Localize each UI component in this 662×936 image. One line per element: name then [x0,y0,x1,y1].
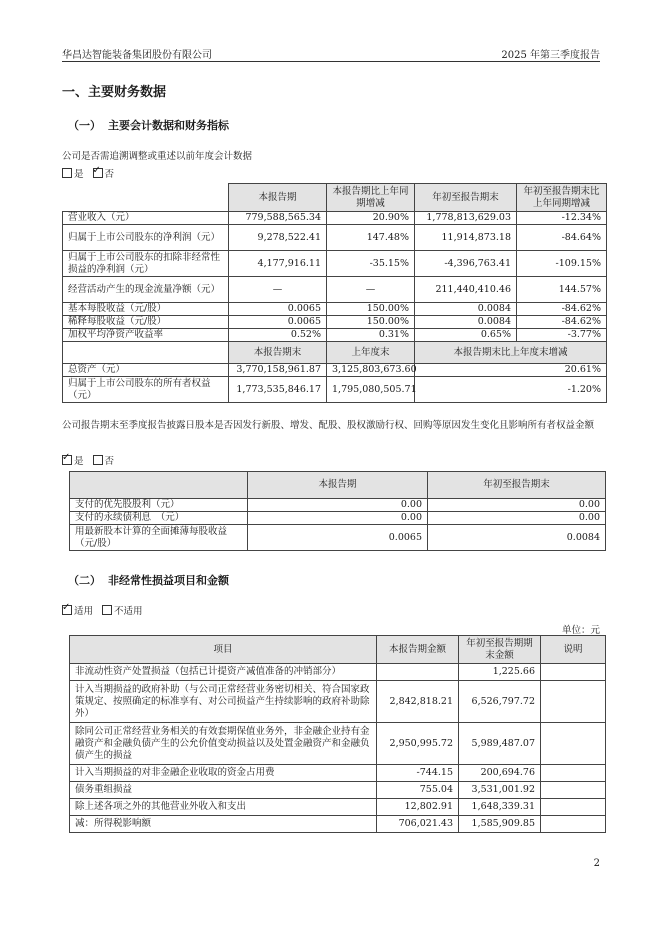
option-no-label: 否 [104,169,115,180]
row-label: 计入当期损益的政府补助（与公司正常经营业务密切相关、符合国家政策规定、按照确定的标准享有、对公司损益产生持续影响的政府补助除外） [70,681,377,723]
subsection-number: （二） [68,574,101,587]
cell-value: 211,440,410.46 [415,277,517,303]
option-no-label: 否 [104,456,115,467]
cell-value: 0.00 [428,512,606,525]
cell-value: 150.00% [327,303,415,316]
cell-value: 4,177,916.11 [229,251,327,277]
row-label: 加权平均净资产收益率 [63,329,229,342]
unit-label: 单位：元 [561,625,600,636]
header-cell: 年初至报告期末 [415,184,517,212]
option-yes-label: 是 [74,456,84,467]
header-cell: 本报告期末 [229,342,327,364]
table-row [63,316,607,329]
header-cell-empty [63,184,229,212]
cell-value: -84.62% [517,303,607,316]
table-row [63,277,607,303]
row-label: 稀释每股收益（元/股） [63,316,229,329]
cell-value: 1,585,909.85 [459,816,541,833]
checkbox-yes[interactable] [62,168,72,178]
cell-note [541,723,606,765]
row-label: 归属于上市公司股东的扣除非经常性损益的净利润（元） [63,251,229,277]
cell-value: -1.20% [415,377,607,403]
table-row [63,225,607,251]
row-label: 总资产（元） [63,364,229,377]
cell-value: 2,842,818.21 [377,681,459,723]
cell-value: 11,914,873.18 [415,225,517,251]
cell-value: 12,802.91 [377,799,459,816]
applicability-options [62,603,143,617]
row-label: 债务重组损益 [70,782,377,799]
restatement-options [62,166,114,180]
cell-value: -4,396,763.41 [415,251,517,277]
cell-note [541,799,606,816]
checkbox-not-applicable[interactable] [102,605,112,615]
cell-value: 0.31% [327,329,415,342]
row-label: 营业收入（元） [63,212,229,225]
cell-value [377,664,459,681]
cell-value: 6,526,797.72 [459,681,541,723]
cell-note [541,816,606,833]
key-financial-table [62,183,607,403]
table-row [63,377,607,403]
header-cell: 本报告期金额 [377,636,459,664]
table-row [70,512,606,525]
row-label: 支付的优先股股利（元） [70,499,248,512]
page-number: 2 [593,858,600,869]
option-not-applicable-label: 不适用 [114,606,143,617]
table-row [70,765,606,782]
subsection-label: 主要会计数据和财务指标 [108,119,229,132]
cell-value: -84.62% [517,316,607,329]
cell-value: -12.34% [517,212,607,225]
header-cell: 年初至报告期末 [428,472,606,499]
cell-value: — [327,277,415,303]
cell-value: -35.15% [327,251,415,277]
table-row [70,782,606,799]
subsection-label: 非经常性损益项目和金额 [108,574,229,587]
cell-note [541,782,606,799]
table-header-row [63,184,607,212]
table-row [70,723,606,765]
row-label: 经营活动产生的现金流量净额（元） [63,277,229,303]
cell-value: 144.57% [517,277,607,303]
row-label: 归属于上市公司股东的所有者权益（元） [63,377,229,403]
cell-value: 755.04 [377,782,459,799]
row-label: 除同公司正常经营业务相关的有效套期保值业务外，非金融企业持有金融资产和金融负债产生的公允价值变动损益以及处置金融资产和金融负债产生的损益 [70,723,377,765]
cell-value: 0.0065 [248,525,428,551]
table-row [70,525,606,551]
header-cell: 上年度末 [327,342,415,364]
cell-value: -109.15% [517,251,607,277]
cell-value: 1,778,813,629.03 [415,212,517,225]
row-label: 支付的永续债利息 （元） [70,512,248,525]
cell-value: 1,225.66 [459,664,541,681]
cell-value: — [229,277,327,303]
cell-value: 150.00% [327,316,415,329]
table-row [63,251,607,277]
share-capital-question: 公司报告期末至季度报告披露日股本是否因发行新股、增发、配股、股权激励行权、回购等原因发生变化且影响所有者权益金额 [62,420,595,431]
checkbox-applicable-checked[interactable] [62,605,72,615]
cell-value: 1,795,080,505.71 [327,377,415,403]
row-label: 非流动性资产处置损益（包括已计提资产减值准备的冲销部分） [70,664,377,681]
header-report-title: 2025 年第三季度报告 [501,50,600,61]
cell-value: 200,694.76 [459,765,541,782]
checkbox-no[interactable] [93,455,103,465]
subsection-title-2 [68,572,229,588]
cell-value: 706,021.43 [377,816,459,833]
cell-value: 2,950,995.72 [377,723,459,765]
cell-value: 0.0065 [229,316,327,329]
cell-note [541,681,606,723]
header-cell: 本报告期末比上年度末增减 [415,342,607,364]
cell-value: 147.48% [327,225,415,251]
row-label: 计入当期损益的对非金融企业收取的资金占用费 [70,765,377,782]
option-applicable-label: 适用 [74,606,94,617]
header-cell-empty [63,342,229,364]
cell-value: 0.0065 [229,303,327,316]
header-cell: 项目 [70,636,377,664]
header-cell: 本报告期比上年同期增减 [327,184,415,212]
cell-value: 3,531,001.92 [459,782,541,799]
table-row [70,816,606,833]
table-row [63,329,607,342]
cell-value: 0.00 [248,499,428,512]
table-header-row [70,636,606,664]
cell-value: 3,125,803,673.60 [327,364,415,377]
cell-value: 0.52% [229,329,327,342]
share-capital-options [62,453,114,467]
cell-value: 20.61% [415,364,607,377]
cell-value: -744.15 [377,765,459,782]
dividend-eps-table [69,471,606,551]
cell-value: 1,773,535,846.17 [229,377,327,403]
cell-value: 0.00 [248,512,428,525]
cell-note [541,765,606,782]
table-header-row-2 [63,342,607,364]
table-row [70,499,606,512]
table-row [63,364,607,377]
header-divider [62,61,600,62]
checkbox-yes-checked[interactable] [62,455,72,465]
header-cell: 说明 [541,636,606,664]
subsection-title-1 [68,117,229,133]
restatement-question: 公司是否需追溯调整或重述以前年度会计数据 [62,151,253,162]
header-cell-empty [70,472,248,499]
cell-value: 9,278,522.41 [229,225,327,251]
cell-note [541,664,606,681]
section-title: 一、主要财务数据 [62,85,167,100]
table-header-row [70,472,606,499]
header-cell: 本报告期 [248,472,428,499]
row-label: 归属于上市公司股东的净利润（元） [63,225,229,251]
cell-value: 0.0084 [415,316,517,329]
cell-value: 779,588,565.34 [229,212,327,225]
non-recurring-items-table [69,635,606,833]
table-row [63,303,607,316]
cell-value: -84.64% [517,225,607,251]
table-row [70,799,606,816]
header-cell: 年初至报告期期末金额 [459,636,541,664]
option-yes-label: 是 [74,169,84,180]
cell-value: 0.00 [428,499,606,512]
table-row [70,681,606,723]
table-row [70,664,606,681]
cell-value: 0.0084 [428,525,606,551]
row-label: 除上述各项之外的其他营业外收入和支出 [70,799,377,816]
cell-value: 1,648,339.31 [459,799,541,816]
checkbox-no-checked[interactable] [93,168,103,178]
header-cell: 本报告期 [229,184,327,212]
row-label: 用最新股本计算的全面摊薄每股收益（元/股） [70,525,248,551]
cell-value: 3,770,158,961.87 [229,364,327,377]
row-label: 基本每股收益（元/股） [63,303,229,316]
cell-value: 0.65% [415,329,517,342]
subsection-number: （一） [68,119,101,132]
table-row [63,212,607,225]
cell-value: 5,989,487.07 [459,723,541,765]
cell-value: 20.90% [327,212,415,225]
header-cell: 年初至报告期末比上年同期增减 [517,184,607,212]
cell-value: -3.77% [517,329,607,342]
header-company: 华昌达智能装备集团股份有限公司 [62,50,212,61]
row-label: 减：所得税影响额 [70,816,377,833]
cell-value: 0.0084 [415,303,517,316]
